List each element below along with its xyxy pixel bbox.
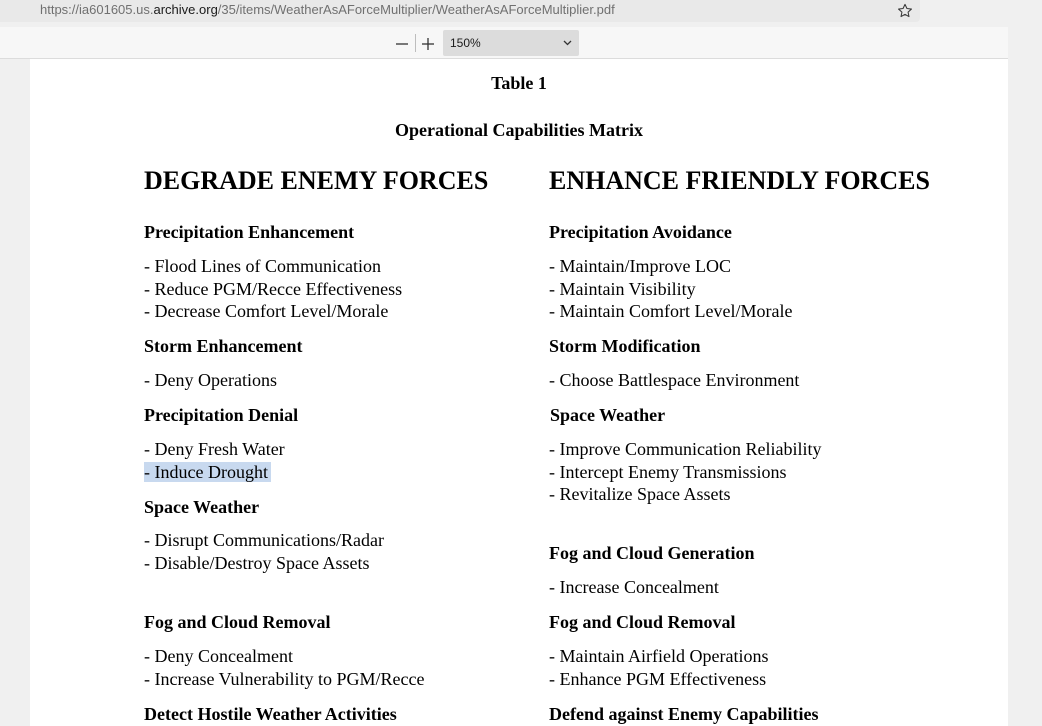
url-prefix: https://ia601605.us.: [40, 2, 154, 17]
left-section-heading: Space Weather: [144, 497, 260, 517]
zoom-level-value: 150%: [450, 36, 481, 50]
right-section-list: [549, 255, 792, 323]
right-section-heading: Fog and Cloud Generation: [549, 543, 755, 563]
left-section-heading: Detect Hostile Weather Activities: [144, 704, 397, 724]
right-section-heading: Space Weather: [550, 405, 666, 425]
zoom-out-button[interactable]: [391, 30, 413, 56]
right-section-heading: Precipitation Avoidance: [549, 222, 732, 242]
list-item: - Maintain Visibility: [549, 278, 696, 299]
list-item: - Decrease Comfort Level/Morale: [144, 301, 389, 321]
left-section-list: [144, 645, 425, 690]
left-section-list: [144, 255, 402, 323]
right-section-heading: Defend against Enemy Capabilities: [549, 704, 819, 724]
left-column-heading: DEGRADE ENEMY FORCES: [144, 166, 489, 195]
selected-text-highlight[interactable]: - Induce Drought: [144, 462, 271, 482]
left-section-list: [144, 369, 277, 392]
list-item-highlighted[interactable]: [144, 461, 285, 484]
address-bar[interactable]: [0, 0, 920, 22]
left-section-heading: Fog and Cloud Removal: [144, 612, 331, 632]
left-section-heading: Precipitation Denial: [144, 405, 299, 425]
list-item: - Maintain/Improve LOC: [549, 256, 731, 276]
list-item: - Disable/Destroy Space Assets: [144, 552, 370, 573]
plus-icon: [417, 30, 439, 56]
list-item: - Disrupt Communications/Radar: [144, 530, 384, 550]
list-item: - Reduce PGM/Recce Effectiveness: [144, 278, 403, 299]
toolbar-separator: [415, 34, 416, 52]
left-section-heading: Precipitation Enhancement: [144, 222, 355, 242]
table-subtitle: Operational Capabilities Matrix: [395, 120, 643, 140]
left-section-list: [144, 438, 285, 483]
list-item: - Revitalize Space Assets: [549, 484, 731, 504]
table-title: Table 1: [491, 73, 547, 93]
list-item: - Deny Concealment: [144, 646, 293, 666]
right-section-list: [549, 645, 768, 690]
list-item: - Choose Battlespace Environment: [549, 370, 800, 390]
list-item: - Intercept Enemy Transmissions: [549, 461, 787, 482]
list-item: - Deny Operations: [144, 370, 277, 390]
list-item: - Maintain Comfort Level/Morale: [549, 301, 793, 321]
list-item: - Increase Concealment: [549, 577, 719, 597]
url-text[interactable]: [40, 2, 615, 18]
bookmark-star-icon[interactable]: [894, 0, 916, 22]
right-section-heading: Storm Modification: [549, 336, 701, 356]
right-section-list: [549, 369, 799, 392]
pdf-toolbar: [0, 27, 1008, 59]
left-section-list: [144, 529, 384, 574]
right-section-heading: Fog and Cloud Removal: [549, 612, 736, 632]
right-section-list: [549, 576, 719, 599]
pdf-page: [30, 59, 1008, 726]
list-item: - Deny Fresh Water: [144, 439, 285, 459]
list-item: - Enhance PGM Effectiveness: [549, 668, 767, 689]
right-section-list: [549, 438, 821, 506]
list-item: - Flood Lines of Communication: [144, 256, 381, 276]
left-section-heading: Storm Enhancement: [144, 336, 303, 356]
list-item: - Increase Vulnerability to PGM/Recce: [144, 668, 425, 689]
url-host: archive.org: [153, 2, 218, 17]
chevron-down-icon: [562, 38, 573, 48]
right-column-heading: ENHANCE FRIENDLY FORCES: [549, 166, 930, 195]
zoom-in-button[interactable]: [417, 30, 439, 56]
url-path: /35/items/WeatherAsAForceMultiplier/WeatherAsAForceMultiplier.pdf: [217, 2, 615, 17]
zoom-level-select[interactable]: [443, 30, 579, 56]
minus-icon: [391, 30, 413, 56]
list-item: - Maintain Airfield Operations: [549, 646, 769, 666]
list-item: - Improve Communication Reliability: [549, 439, 822, 459]
